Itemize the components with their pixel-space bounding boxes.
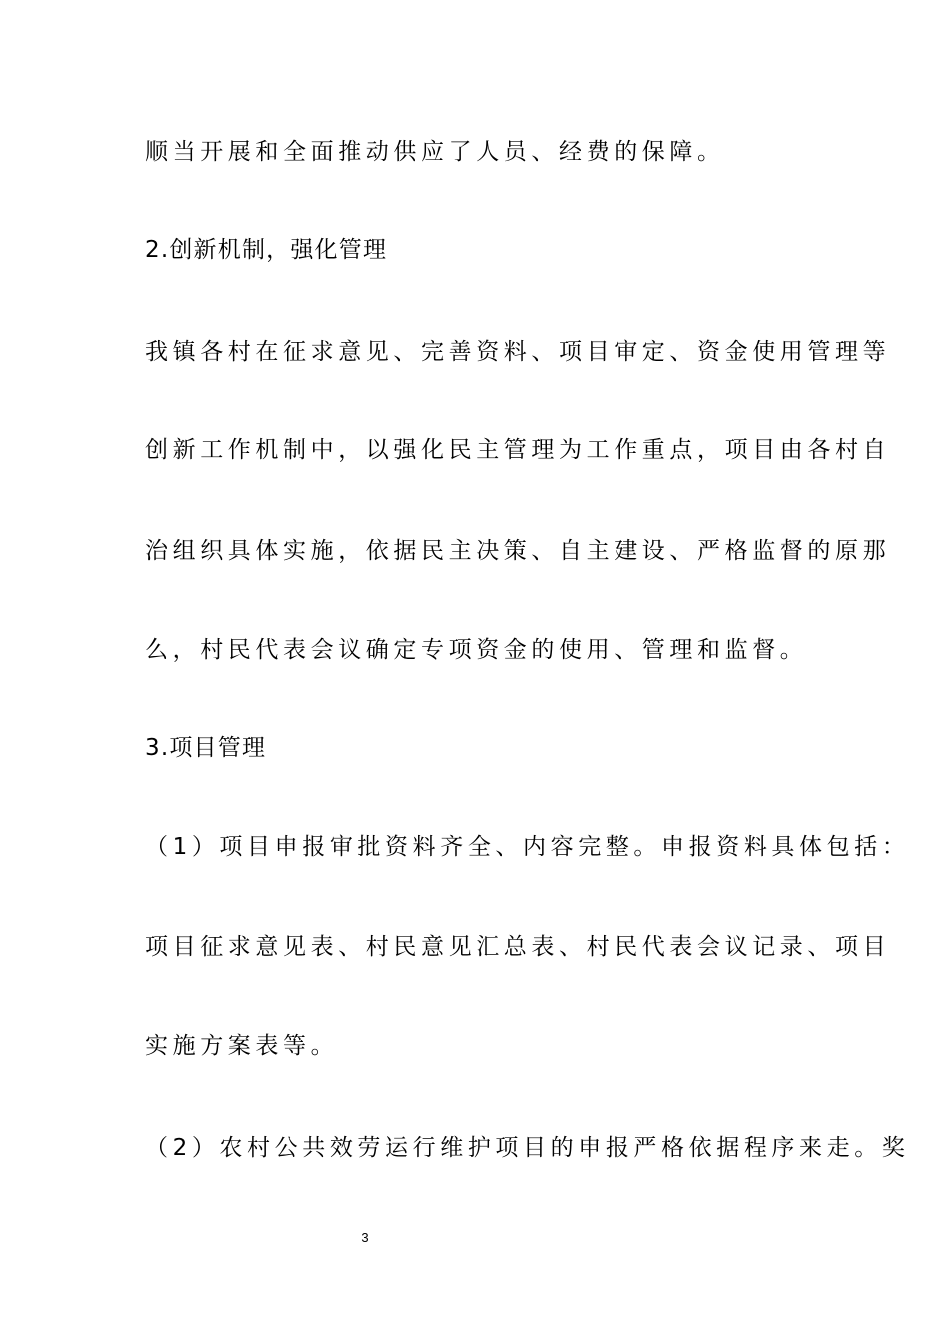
- paragraph-line: 项目征求意见表、村民意见汇总表、村民代表会议记录、项目: [145, 934, 891, 960]
- page-number: 3: [361, 1230, 369, 1245]
- paragraph-line: 实施方案表等。: [145, 1033, 339, 1059]
- paragraph-line: （1）项目申报审批资料齐全、内容完整。申报资料具体包括：: [145, 834, 910, 860]
- paragraph-line: （2）农村公共效劳运行维护项目的申报严格依据程序来走。奖: [145, 1135, 910, 1161]
- paragraph-line: 顺当开展和全面推动供应了人员、经费的保障。: [145, 139, 725, 165]
- paragraph-line: 创新工作机制中，以强化民主管理为工作重点，项目由各村自: [145, 437, 891, 463]
- section-heading: 2.创新机制，强化管理: [145, 237, 388, 263]
- paragraph-line: 我镇各村在征求意见、完善资料、项目审定、资金使用管理等: [145, 339, 891, 365]
- paragraph-line: 么，村民代表会议确定专项资金的使用、管理和监督。: [145, 637, 808, 663]
- paragraph-line: 治组织具体实施，依据民主决策、自主建设、严格监督的原那: [145, 538, 891, 564]
- section-heading: 3.项目管理: [145, 735, 267, 761]
